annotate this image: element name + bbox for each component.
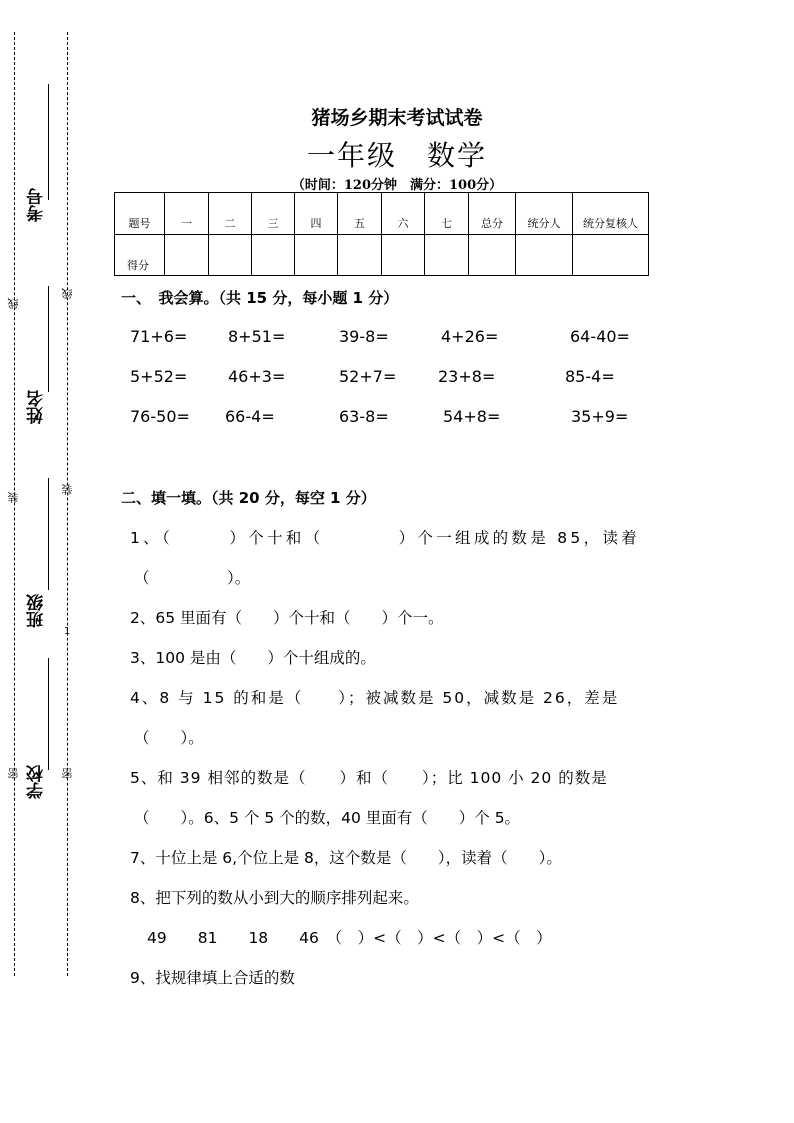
score-table-header-cell: 二 — [209, 193, 252, 235]
score-row-label: 得分 — [115, 235, 165, 276]
score-table-header-cell: 三 — [252, 193, 295, 235]
score-table-header-cell: 五 — [338, 193, 382, 235]
section1-heading: 一、 我会算。（共 15 分，每小题 1 分） — [121, 289, 399, 307]
cut-mark-seal-outer: 密 — [7, 768, 20, 779]
calc-item: 63-8= — [339, 407, 389, 426]
score-cell[interactable] — [469, 235, 516, 276]
fill-question-line: 5、和 39 相邻的数是（ ）和（ ）；比 100 小 20 的数是 — [130, 769, 608, 787]
score-table-header-cell: 七 — [425, 193, 469, 235]
ordering-numbers-line: 49 81 18 46 （ ）<（ ）<（ ）<（ ） — [147, 929, 552, 947]
calc-item: 64-40= — [570, 327, 630, 346]
score-cell[interactable] — [573, 235, 649, 276]
score-table-header-cell: 总分 — [469, 193, 516, 235]
score-cell[interactable] — [425, 235, 469, 276]
margin-label-school: 学校 — [27, 765, 47, 799]
score-table-score-row — [115, 235, 649, 276]
calc-item: 52+7= — [339, 367, 397, 386]
fill-question-line: 8、把下列的数从小到大的顺序排列起来。 — [130, 889, 419, 907]
calc-item: 4+26= — [441, 327, 499, 346]
score-cell[interactable] — [516, 235, 573, 276]
cut-mark-bind-inner: 装 — [61, 484, 74, 495]
score-cell[interactable] — [209, 235, 252, 276]
score-table-header-cell: 六 — [382, 193, 425, 235]
section2-heading: 二、填一填。（共 20 分，每空 1 分） — [121, 489, 376, 507]
fill-question-line: 7、十位上是 6,个位上是 8，这个数是（ ），读着（ ）。 — [130, 849, 562, 867]
margin-underline-name — [48, 286, 49, 392]
calc-item: 85-4= — [565, 367, 615, 386]
cut-mark-seal-inner: 密 — [61, 768, 74, 779]
score-table-header-cell: 统分人 — [516, 193, 573, 235]
score-table-header-cell: 四 — [295, 193, 338, 235]
score-cell[interactable] — [252, 235, 295, 276]
cut-mark-line-outer: 线 — [7, 298, 20, 309]
fill-question-line: 1、（ ）个十和（ ）个一组成的数是 85，读着 — [130, 529, 640, 547]
calc-item: 66-4= — [225, 407, 275, 426]
fill-question-line: 3、100 是由（ ）个十组成的。 — [130, 649, 376, 667]
calc-item: 71+6= — [130, 327, 188, 346]
calc-item: 46+3= — [228, 367, 286, 386]
score-table — [114, 192, 649, 276]
margin-label-class: 班级 — [27, 594, 47, 628]
fill-question-line: （ ）。6、5 个 5 个的数，40 里面有（ ）个 5。 — [134, 809, 521, 827]
score-cell[interactable] — [295, 235, 338, 276]
fill-question-line: 9、找规律填上合适的数 — [130, 969, 295, 987]
margin-underline-class — [48, 478, 49, 590]
margin-label-name: 姓名 — [27, 390, 47, 424]
grade-subject-title: 一年级 数学 — [306, 139, 487, 172]
calc-item: 35+9= — [571, 407, 629, 426]
fill-question-line: （ ）。 — [134, 729, 204, 747]
fill-question-line: 4、8 与 15 的和是（ ）；被减数是 50，减数是 26，差是 — [130, 689, 620, 707]
score-table-header-row — [115, 193, 649, 235]
score-table-header-cell: 题号 — [115, 193, 165, 235]
margin-label-exam-no: 考号 — [27, 188, 47, 222]
calc-item: 5+52= — [130, 367, 188, 386]
calc-item: 8+51= — [228, 327, 286, 346]
score-table-header-cell: 统分复核人 — [573, 193, 649, 235]
margin-underline-school — [48, 658, 49, 770]
time-score-info: （时间：120分钟 满分：100分） — [291, 178, 503, 193]
calc-item: 76-50= — [130, 407, 190, 426]
score-table-header-cell: 一 — [165, 193, 209, 235]
score-cell[interactable] — [165, 235, 209, 276]
exam-title: 猪场乡期末考试试卷 — [311, 107, 483, 129]
cut-mark-line-inner: 线 — [61, 288, 74, 299]
margin-small-mark: 1 — [64, 626, 71, 637]
calc-item: 54+8= — [443, 407, 501, 426]
score-cell[interactable] — [338, 235, 382, 276]
calc-item: 39-8= — [339, 327, 389, 346]
fill-question-line: 2、65 里面有（ ）个十和（ ）个一。 — [130, 609, 444, 627]
calc-item: 23+8= — [438, 367, 496, 386]
score-cell[interactable] — [382, 235, 425, 276]
cut-mark-bind-outer: 装 — [7, 492, 20, 503]
fill-question-line: （ ）。 — [134, 569, 251, 587]
